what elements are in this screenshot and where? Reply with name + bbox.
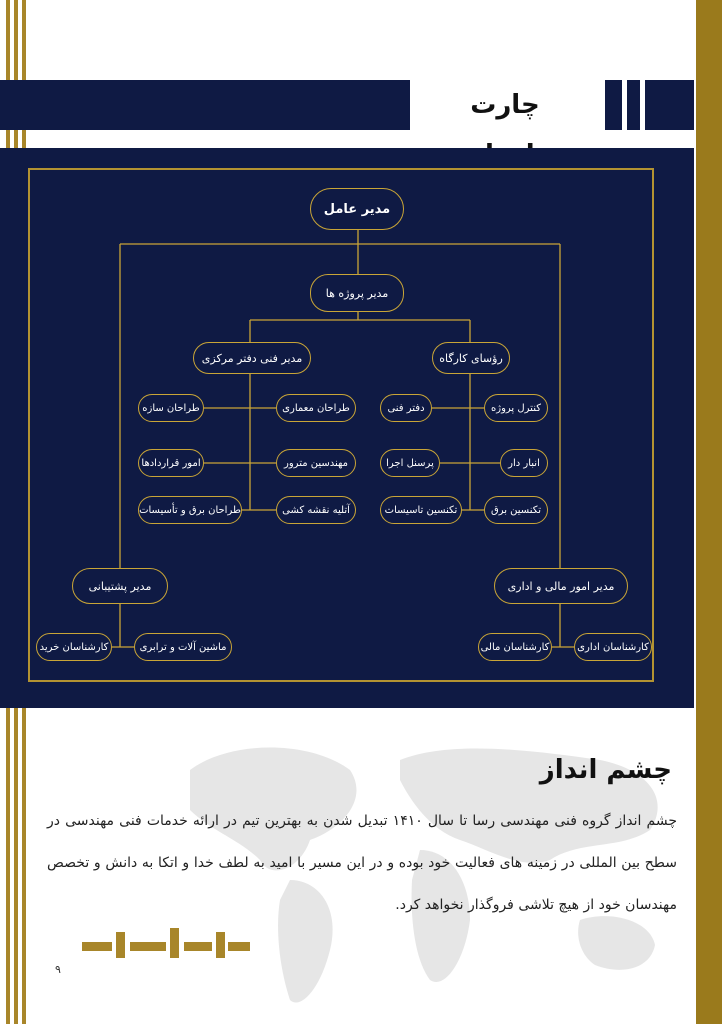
electrical-technician-node: تکنسین برق — [484, 496, 548, 524]
support-manager-node: مدیر پشتیبانی — [72, 568, 168, 604]
vision-title: چشم انداز — [539, 755, 672, 785]
drafting-studio-node: آتلیه نقشه کشی — [276, 496, 356, 524]
central-office-manager-node: مدیر فنی دفتر مرکزی — [193, 342, 311, 374]
ceo-node: مدیر عامل — [310, 188, 404, 230]
machinery-node: ماشین آلات و ترابری — [134, 633, 232, 661]
electrical-designers-node: طراحان برق و تأسیسات — [138, 496, 242, 524]
installation-technician-node: تکنسین تاسیسات — [380, 496, 462, 524]
vision-paragraph: چشم انداز گروه فنی مهندسی رسا تا سال ۱۴۱۰ تبدیل شدن به بهترین تیم در ارائه خدمات فنی مهندسی در سطح بین المللی در زمینه های فعالیت خود بوده و در این مسیر با امید به لطف خدا و اتکا به دانش و تخصص مهندسان خود از هیچ تلاشی فروگذار نخواهد کرد. — [47, 813, 677, 913]
site-heads-node: رؤسای کارگاه — [432, 342, 510, 374]
rasa-sazeh-logo — [78, 920, 253, 966]
projects-manager-node: مدیر پروژه ها — [310, 274, 404, 312]
warehouse-keeper-node: انبار دار — [500, 449, 548, 477]
technical-office-node: دفتر فنی — [380, 394, 432, 422]
surveying-engineers-node: مهندسین مترور — [276, 449, 356, 477]
architectural-designer-node: طراحان معماری — [276, 394, 356, 422]
page-title: چارت — [470, 90, 540, 120]
finance-expert-node: کارشناسان مالی — [478, 633, 552, 661]
contracts-affairs-node: امور قراردادها — [138, 449, 204, 477]
admin-expert-node: کارشناسان اداری — [574, 633, 652, 661]
purchasing-expert-node: کارشناسان خرید — [36, 633, 112, 661]
execution-staff-node: پرسنل اجرا — [380, 449, 440, 477]
finance-admin-manager-node: مدیر امور مالی و اداری — [494, 568, 628, 604]
structural-designer-node: طراحان سازه — [138, 394, 204, 422]
page-number: ۹ — [55, 963, 61, 976]
project-control-node: کنترل پروژه — [484, 394, 548, 422]
